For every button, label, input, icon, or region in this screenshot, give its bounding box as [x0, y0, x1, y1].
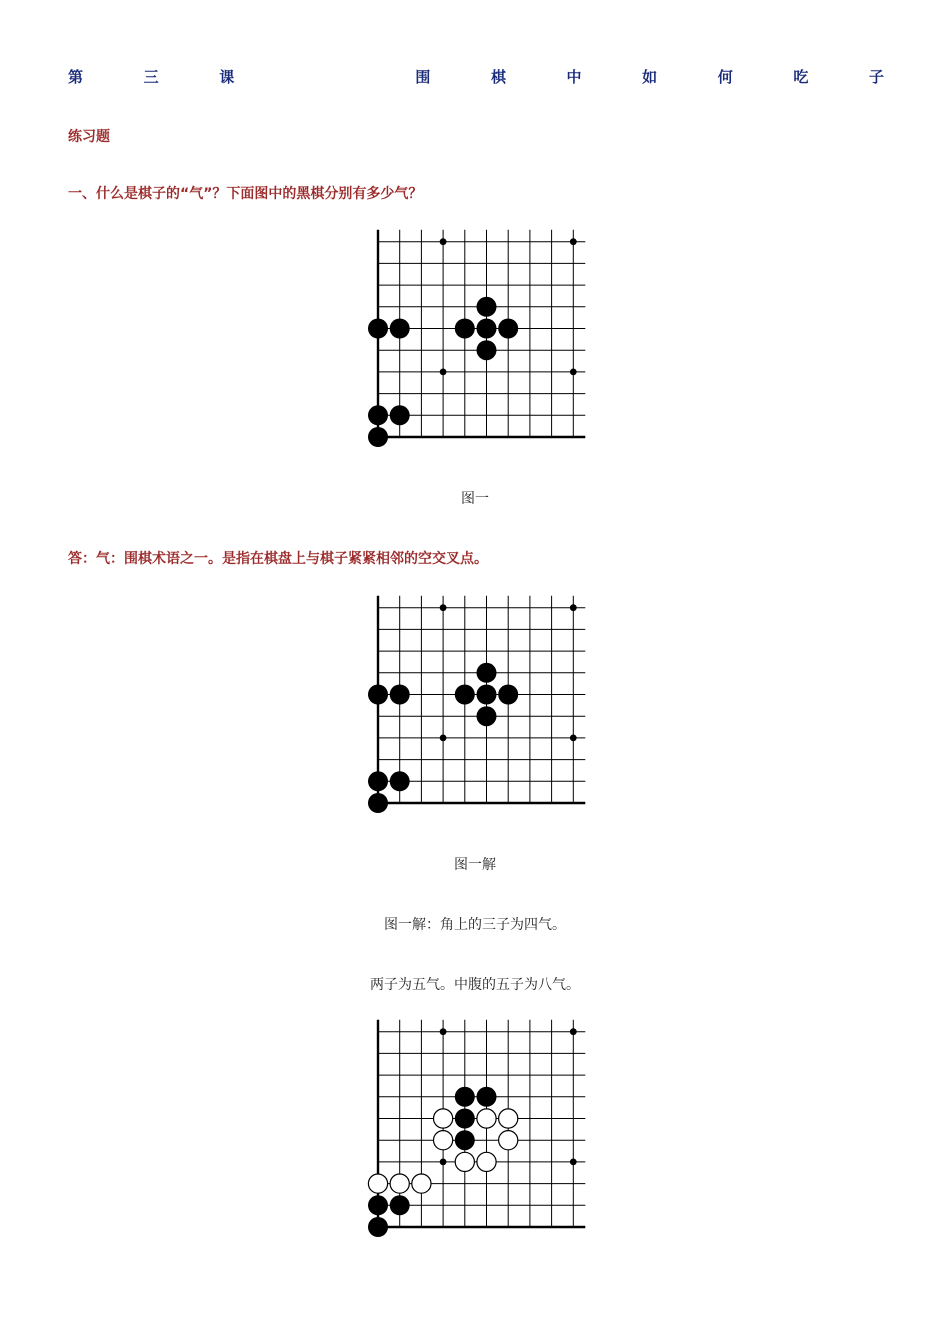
title-char: 棋 [490, 68, 506, 86]
star-point [440, 1028, 447, 1035]
black-stone [477, 706, 497, 726]
explanation-line-2: 两子为五气。中腹的五子为八气。 [370, 977, 580, 993]
explanation-line-1: 图一解：角上的三子为四气。 [384, 917, 566, 933]
title-char: 如 [642, 68, 658, 86]
black-stone [455, 685, 475, 705]
white-stone [455, 1152, 474, 1171]
black-stone [368, 771, 388, 791]
go-board-figure-1 [364, 226, 594, 456]
black-stone [368, 319, 388, 339]
star-point [440, 1159, 447, 1166]
black-stone [368, 405, 388, 425]
black-stone [455, 1130, 475, 1150]
answer-text: 答：气：围棋术语之一。是指在棋盘上与棋子紧紧相邻的空交叉点。 [68, 551, 488, 567]
white-stone [499, 1109, 518, 1128]
star-point [570, 369, 577, 376]
black-stone [390, 771, 410, 791]
title-gap [295, 66, 355, 87]
black-stone [455, 1109, 475, 1129]
white-stone [390, 1174, 409, 1193]
figure-1-caption: 图一 [461, 491, 489, 507]
lesson-title [68, 66, 884, 87]
black-stone [390, 685, 410, 705]
white-stone [477, 1152, 496, 1171]
title-char: 何 [717, 68, 733, 86]
black-stone [368, 793, 388, 813]
black-stone [368, 1217, 388, 1237]
black-stone [498, 685, 518, 705]
white-stone [477, 1109, 496, 1128]
title-char: 中 [566, 68, 582, 86]
question-text: 一、什么是棋子的“气”？下面图中的黑棋分别有多少气？ [68, 186, 423, 202]
black-stone [368, 427, 388, 447]
star-point [440, 369, 447, 376]
star-point [570, 1028, 577, 1035]
star-point [570, 735, 577, 742]
black-stone [390, 405, 410, 425]
title-char: 课 [219, 68, 235, 86]
section-label: 练习题 [68, 129, 110, 145]
black-stone [390, 319, 410, 339]
white-stone [499, 1131, 518, 1150]
title-char: 三 [143, 68, 159, 86]
star-point [440, 238, 447, 245]
title-char: 第 [68, 68, 84, 86]
figure-1-solution-caption: 图一解 [454, 857, 496, 873]
black-stone [368, 685, 388, 705]
black-stone [477, 319, 497, 339]
star-point [570, 238, 577, 245]
star-point [440, 604, 447, 611]
white-stone [412, 1174, 431, 1193]
go-board-figure-1-solution [364, 592, 594, 822]
black-stone [455, 1087, 475, 1107]
title-char: 围 [415, 68, 431, 86]
go-board-figure-2 [364, 1016, 594, 1246]
black-stone [477, 685, 497, 705]
white-stone [434, 1131, 453, 1150]
black-stone [477, 663, 497, 683]
black-stone [498, 319, 518, 339]
black-stone [477, 340, 497, 360]
black-stone [390, 1195, 410, 1215]
white-stone [368, 1174, 387, 1193]
black-stone [455, 319, 475, 339]
black-stone [477, 297, 497, 317]
black-stone [368, 1195, 388, 1215]
star-point [440, 735, 447, 742]
white-stone [434, 1109, 453, 1128]
star-point [570, 604, 577, 611]
star-point [570, 1159, 577, 1166]
title-char: 吃 [793, 68, 809, 86]
title-char: 子 [868, 68, 884, 86]
black-stone [477, 1087, 497, 1107]
